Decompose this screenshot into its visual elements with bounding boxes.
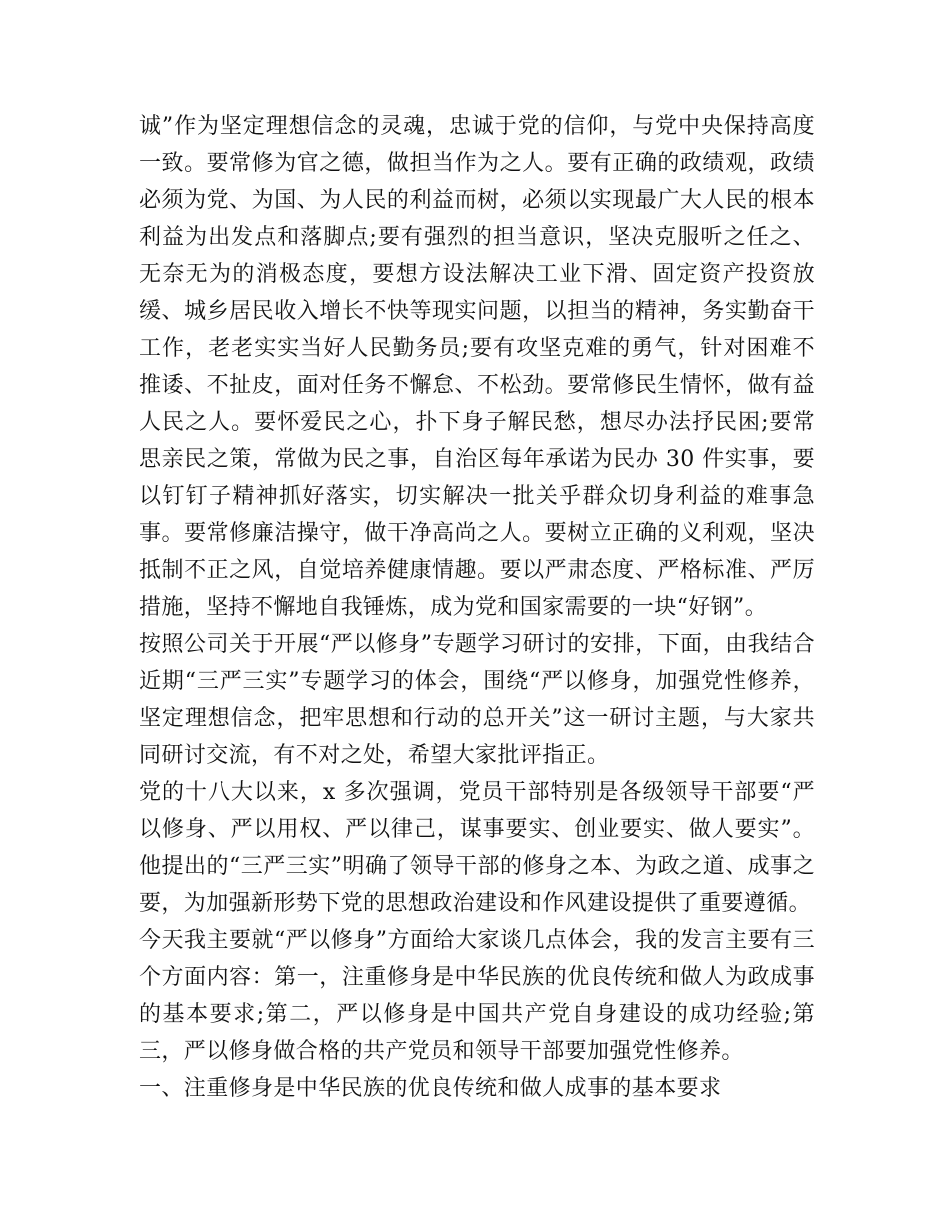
paragraph-4: 今天我主要就“严以修身”方面给大家谈几点体会，我的发言主要有三个方面内容：第一，注重修身是中华民族的优良传统和做人为政成事的基本要求;第二，严以修身是中国共产党自身建设的成功经验;第三，严以修身做合格的共产党员和领导干部要加强党性修养。 xyxy=(139,928,815,1064)
document-body xyxy=(139,108,815,1107)
paragraph-3: 党的十八大以来，x 多次强调，党员干部特别是各级领导干部要“严以修身、严以用权、严以律己，谋事要实、创业要实、做人要实”。他提出的“三严三实”明确了领导干部的修身之本、为政之道、成事之要，为加强新形势下党的思想政治建设和作风建设提供了重要遵循。 xyxy=(139,780,815,916)
section-heading: 一、注重修身是中华民族的优良传统和做人成事的基本要求 xyxy=(139,1076,722,1101)
paragraph-2: 按照公司关于开展“严以修身”专题学习研讨的安排，下面，由我结合近期“三严三实”专题学习的体会，围绕“严以修身，加强党性修养，坚定理想信念，把牢思想和行动的总开关”这一研讨主题，与大家共同研讨交流，有不对之处，希望大家批评指正。 xyxy=(139,632,815,768)
paragraph-1: 诚”作为坚定理想信念的灵魂，忠诚于党的信仰，与党中央保持高度一致。要常修为官之德，做担当作为之人。要有正确的政绩观，政绩必须为党、为国、为人民的利益而树，必须以实现最广大人民的根本利益为出发点和落脚点;要有强烈的担当意识，坚决克服听之任之、无奈无为的消极态度，要想方设法解决工业下滑、固定资产投资放缓、城乡居民收入增长不快等现实问题，以担当的精神，务实勤奋干工作，老老实实当好人民勤务员;要有攻坚克难的勇气，针对困难不推诿、不扯皮，面对任务不懈怠、不松劲。要常修民生情怀，做有益人民之人。要怀爱民之心，扑下身子解民愁，想尽办法抒民困;要常思亲民之策，常做为民之事，自治区每年承诺为民办 30 件实事，要以钉钉子精神抓好落实，切实解决一批关乎群众切身利益的难事急事。要常修廉洁操守，做干净高尚之人。要树立正确的义利观，坚决抵制不正之风，自觉培养健康情趣。要以严肃态度、严格标准、严厉措施，坚持不懈地自我锤炼，成为党和国家需要的一块“好钢”。 xyxy=(139,114,815,620)
